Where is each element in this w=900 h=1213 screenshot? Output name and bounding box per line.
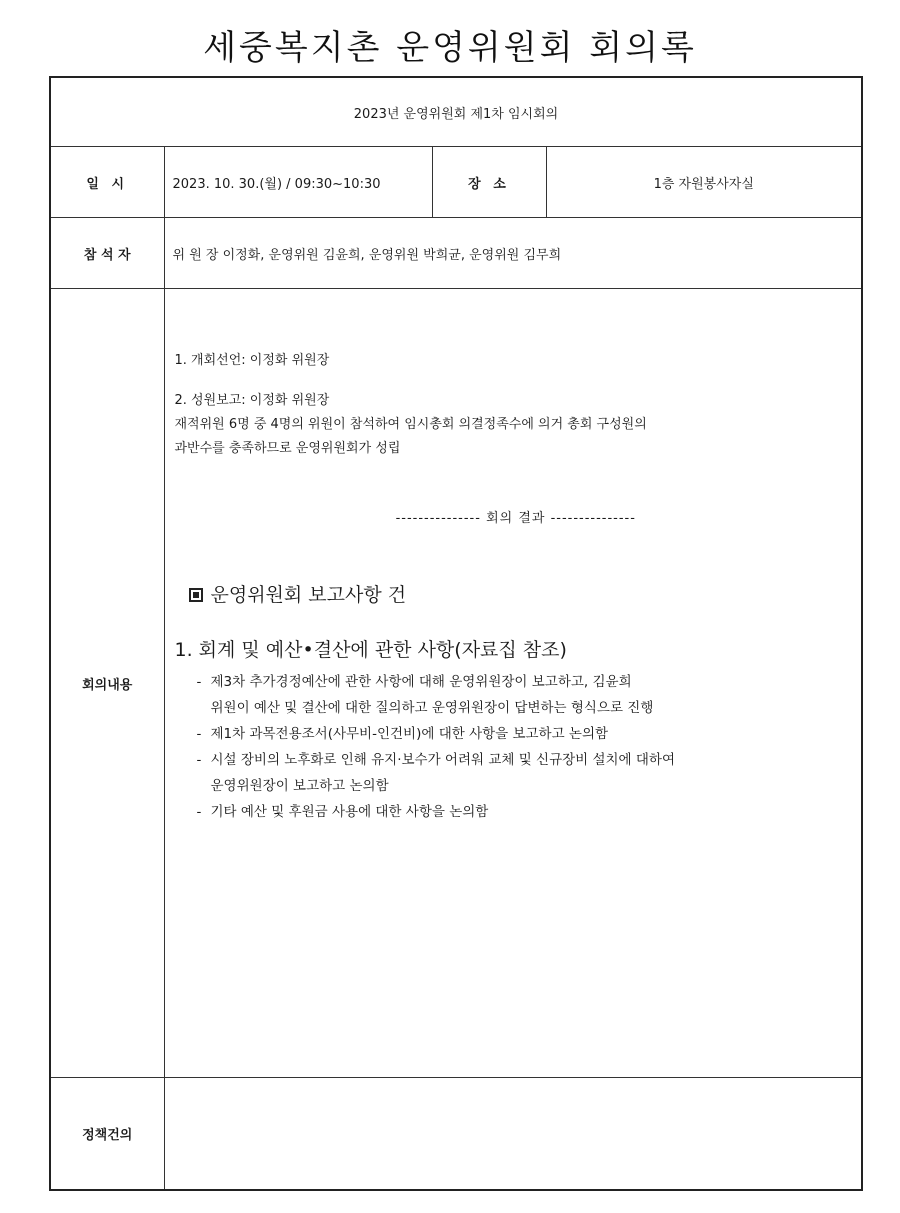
list-item: - 제3차 추가경정예산에 관한 사항에 대해 운영위원장이 보고하고, 김윤희 위원이 예산 및 결산에 대한 질의하고 운영위원장이 답변하는 형식으로 진행 bbox=[197, 669, 858, 721]
document-title: 세중복지촌 운영위원회 회의록 bbox=[203, 28, 697, 68]
quorum-line-1: 재적위원 6명 중 4명의 위원이 참석하여 임시총회 의결정족수에 의거 총회 구성원의 bbox=[174, 417, 647, 432]
section-title: 운영위원회 보고사항 건 bbox=[210, 584, 407, 606]
quorum-title: 2. 성원보고: 이정화 위원장 bbox=[174, 393, 330, 408]
date-label: 일 시 bbox=[50, 147, 164, 218]
content-cell bbox=[164, 289, 862, 1078]
item-title: 1. 회계 및 예산•결산에 관한 사항(자료집 참조) bbox=[174, 639, 567, 661]
item-bullet-list bbox=[197, 669, 858, 825]
place-label: 장 소 bbox=[432, 147, 546, 218]
quorum-line-2: 과반수를 충족하므로 운영위원회가 성립 bbox=[174, 441, 401, 456]
policy-label: 정책건의 bbox=[50, 1078, 164, 1191]
date-value: 2023. 10. 30.(월) / 09:30~10:30 bbox=[164, 147, 432, 218]
square-bullet-icon bbox=[189, 588, 203, 602]
list-item: - 기타 예산 및 후원금 사용에 대한 사항을 논의함 bbox=[197, 799, 858, 825]
minutes-table bbox=[49, 76, 863, 1191]
opening-line: 1. 개회선언: 이정화 위원장 bbox=[174, 353, 330, 368]
meeting-content bbox=[175, 349, 858, 825]
meeting-name-row bbox=[50, 77, 862, 147]
attendees-label: 참 석 자 bbox=[50, 218, 164, 289]
meeting-name: 2023년 운영위원회 제1차 임시회의 bbox=[50, 77, 862, 147]
date-place-row bbox=[50, 147, 862, 218]
attendees-row bbox=[50, 218, 862, 289]
place-value: 1층 자원봉사자실 bbox=[546, 147, 862, 218]
content-row bbox=[50, 289, 862, 1078]
policy-value bbox=[164, 1078, 862, 1191]
attendees-value: 위 원 장 이정화, 운영위원 김윤희, 운영위원 박희균, 운영위원 김무희 bbox=[164, 218, 862, 289]
section-heading bbox=[189, 583, 858, 607]
results-divider: --------------- 회의 결과 --------------- bbox=[395, 511, 636, 526]
list-item: - 제1차 과목전용조서(사무비-인건비)에 대한 사항을 보고하고 논의함 bbox=[197, 721, 858, 747]
list-item: - 시설 장비의 노후화로 인해 유지·보수가 어려워 교체 및 신규장비 설치에 대하여 운영위원장이 보고하고 논의함 bbox=[197, 747, 858, 799]
content-label: 회의내용 bbox=[50, 289, 164, 1078]
policy-row bbox=[50, 1078, 862, 1191]
